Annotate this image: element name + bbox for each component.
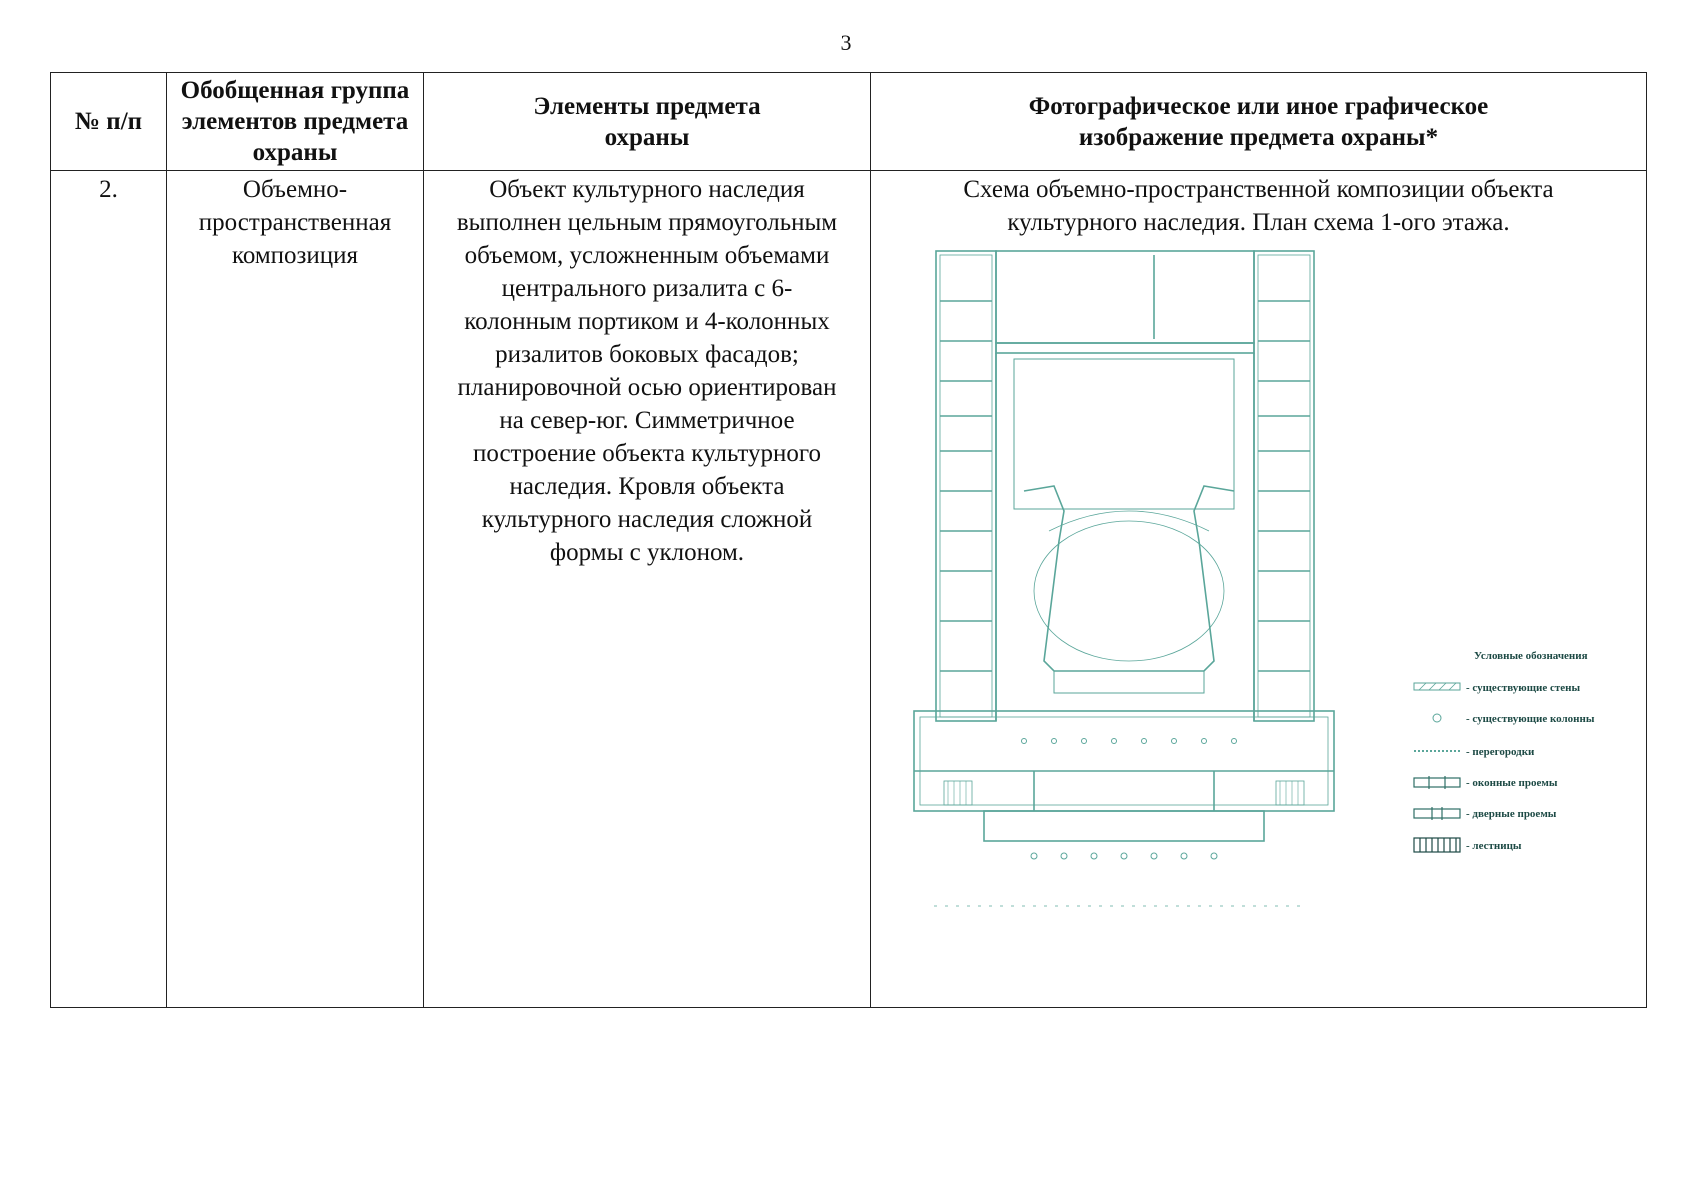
legend-item-label: - существующие стены [1465,682,1580,694]
header-number: № п/п [51,73,167,171]
hatched-wall-icon [1414,683,1460,690]
table-row [51,171,1647,1008]
legend-item-label: - существующие колонны [1465,713,1594,725]
legend-title: Условные обозначения [1473,650,1588,662]
door-opening-icon [1414,807,1460,820]
legend-item-label: - перегородки [1465,746,1534,758]
header-row [51,73,1647,171]
plan-lines [914,251,1334,841]
floor-plan [871,241,1646,1001]
window-opening-icon [1414,776,1460,789]
cell-group: Объемно-пространственная композиция [167,171,424,1008]
legend-item-label: - оконные проемы [1465,777,1557,789]
stairs-icon [1414,838,1460,852]
image-caption: Схема объемно-пространственной композиции объекта культурного наследия. План схема 1-ого этажа. [963,176,1554,236]
cell-image [871,171,1647,1008]
header-elements: Элементы предмета охраны [424,73,871,171]
legend-item-label: - лестницы [1465,840,1521,852]
column-circle-icon [1433,714,1441,722]
header-group: Обобщенная группа элементов предмета охраны [167,73,424,171]
legend [1414,650,1595,852]
cell-number: 2. [51,171,167,1008]
legend-item-label: - дверные проемы [1465,808,1556,820]
page-number: 3 [840,30,852,55]
protection-table [50,72,1647,1008]
cell-elements: Объект культурного наследия выполнен цельным прямоугольным объемом, усложненным объемами центрального ризалита с 6-колонным портиком и 4-колонных ризалитов боковых фасадов; планировочной осью ориентирован на север-юг. Симметричное построение объекта культурного наследия. Кровля объекта культурного наследия сложной формы с уклоном. [424,171,871,1008]
floor-plan-drawing [874,241,1644,981]
header-image: Фотографическое или иное графическое изображение предмета охраны* [871,73,1647,171]
